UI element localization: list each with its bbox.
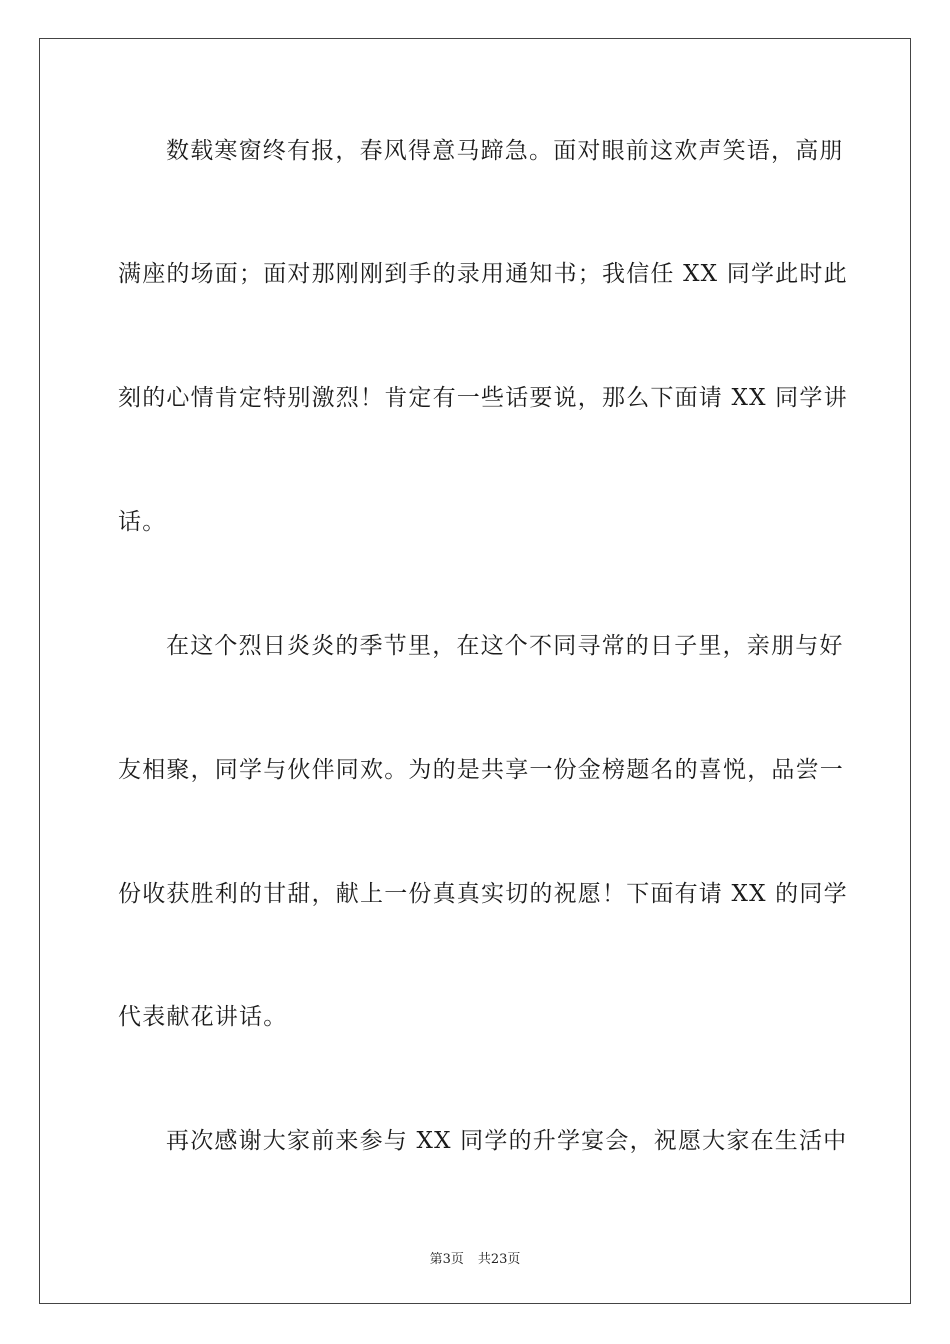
paragraph-1-line-1: 数载寒窗终有报，春风得意马蹄急。面对眼前这欢声笑语，高朋 bbox=[166, 138, 844, 164]
paragraph-2-line-2: 友相聚，同学与伙伴同欢。为的是共享一份金榜题名的喜悦，品尝一 bbox=[118, 757, 844, 783]
page-number: 第3页 bbox=[429, 1252, 464, 1267]
page-total: 共23页 bbox=[477, 1252, 521, 1267]
paragraph-2-line-4: 代表献花讲话。 bbox=[118, 1004, 288, 1030]
page-footer bbox=[0, 1248, 950, 1267]
paragraph-2-line-3: 份收获胜利的甘甜，献上一份真真实切的祝愿！下面有请 XX 的同学 bbox=[118, 881, 848, 907]
page-frame bbox=[39, 38, 911, 1304]
paragraph-1-line-3: 刻的心情肯定特别激烈！肯定有一些话要说，那么下面请 XX 同学讲 bbox=[118, 385, 848, 411]
paragraph-1-line-2: 满座的场面；面对那刚刚到手的录用通知书；我信任 XX 同学此时此 bbox=[118, 261, 848, 287]
paragraph-1-line-4: 话。 bbox=[118, 509, 167, 535]
paragraph-3-line-1: 再次感谢大家前来参与 XX 同学的升学宴会，祝愿大家在生活中 bbox=[166, 1128, 848, 1154]
paragraph-2-line-1: 在这个烈日炎炎的季节里，在这个不同寻常的日子里，亲朋与好 bbox=[166, 633, 844, 659]
